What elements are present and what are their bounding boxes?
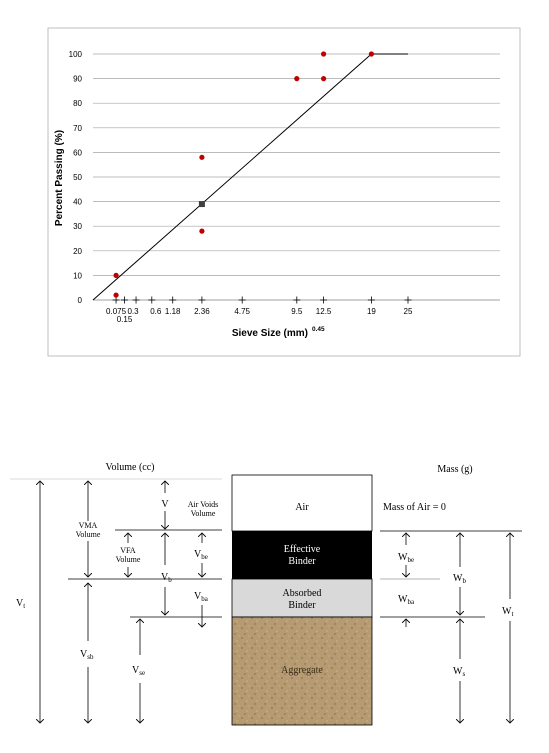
vma-label-line2: Volume — [75, 530, 101, 539]
v-label: V — [161, 499, 169, 510]
vfa-label-line2: Volume — [115, 555, 141, 564]
control-point-3 — [199, 155, 204, 160]
x-tick-label-7: 9.5 — [291, 307, 303, 316]
x-tick-label-2: 0.3 — [127, 307, 139, 316]
control-point-1 — [113, 273, 118, 278]
wb-label: $W_b$ — [453, 573, 466, 585]
restricted-zone-point — [199, 201, 205, 207]
volume-labels — [16, 499, 218, 677]
asphalt-phase-diagram — [0, 455, 549, 748]
vb-label: $V_b$ — [161, 572, 172, 584]
x-tick-label-3: 0.6 — [150, 307, 162, 316]
wbe-label: $W_{be}$ — [398, 552, 415, 564]
x-tick-label-1: 0.15 — [116, 315, 133, 324]
mass-of-air-label: Mass of Air = 0 — [383, 502, 446, 513]
x-tick-label-5: 2.36 — [194, 307, 210, 316]
control-point-4 — [294, 76, 299, 81]
phase-diagram-svg — [0, 455, 549, 748]
x-tick-label-0: 0.075 — [106, 307, 127, 316]
control-point-5 — [321, 76, 326, 81]
x-axis-label: Sieve Size (mm) — [231, 328, 308, 339]
mass-arrows — [406, 533, 510, 723]
phase-column — [232, 475, 372, 725]
x-tick-label-4: 1.18 — [164, 307, 181, 316]
y-tick-label-100: 100 — [68, 50, 82, 59]
aggregate-label: Aggregate — [281, 665, 323, 676]
vba-label: $V_{ba}$ — [194, 591, 208, 603]
x-tick-label-9: 19 — [366, 307, 376, 316]
y-axis-label: Percent Passing (%) — [54, 129, 65, 227]
y-tick-label-90: 90 — [73, 74, 82, 84]
y-tick-label-70: 70 — [73, 123, 82, 133]
y-tick-label-50: 50 — [73, 173, 82, 182]
y-tick-label-30: 30 — [73, 222, 82, 232]
y-tick-label-0: 0 — [77, 296, 82, 305]
effective-binder-label-line2: Binder — [288, 556, 316, 567]
vfa-label-line1: VFA — [120, 546, 136, 555]
x-tick-label-8: 12.5 — [315, 307, 332, 316]
control-point-7 — [369, 51, 374, 56]
air-voids-label-line1: Air Voids — [187, 500, 219, 509]
wba-label: $W_{ba}$ — [398, 594, 415, 606]
vma-label-line1: VMA — [78, 521, 98, 530]
effective-binder-block — [232, 531, 372, 579]
vt-label: $V_t$ — [16, 598, 26, 610]
y-tick-label-40: 40 — [73, 197, 82, 207]
y-tick-label-20: 20 — [73, 246, 82, 256]
volume-arrows — [40, 481, 202, 723]
air-voids-label-line2: Volume — [190, 509, 216, 518]
vsb-label: $V_{sb}$ — [80, 649, 94, 661]
absorbed-binder-label-line1: Absorbed — [282, 588, 322, 599]
control-point-2 — [199, 229, 204, 234]
volume-header: Volume (cc) — [105, 462, 155, 473]
x-axis-label-exponent: 0.45 — [312, 326, 325, 333]
ws-label: $W_s$ — [453, 666, 466, 678]
vse-label: $V_{se}$ — [132, 665, 146, 677]
effective-binder-label-line1: Effective — [283, 544, 321, 555]
x-tick-label-6: 4.75 — [234, 307, 250, 316]
mass-header: Mass (g) — [437, 464, 473, 475]
gradation-chart — [0, 0, 549, 360]
air-label: Air — [295, 502, 309, 513]
y-tick-label-10: 10 — [73, 271, 82, 281]
absorbed-binder-label-line2: Binder — [288, 600, 316, 611]
mass-labels — [398, 552, 513, 678]
control-point-6 — [321, 51, 326, 56]
y-tick-label-80: 80 — [73, 99, 82, 109]
control-point-0 — [113, 292, 118, 297]
y-tick-label-60: 60 — [73, 148, 82, 158]
x-tick-label-10: 25 — [403, 307, 413, 316]
gradation-chart-svg — [0, 0, 549, 360]
wt-label: $W_t$ — [502, 606, 514, 618]
vbe-label: $V_{be}$ — [194, 549, 208, 561]
